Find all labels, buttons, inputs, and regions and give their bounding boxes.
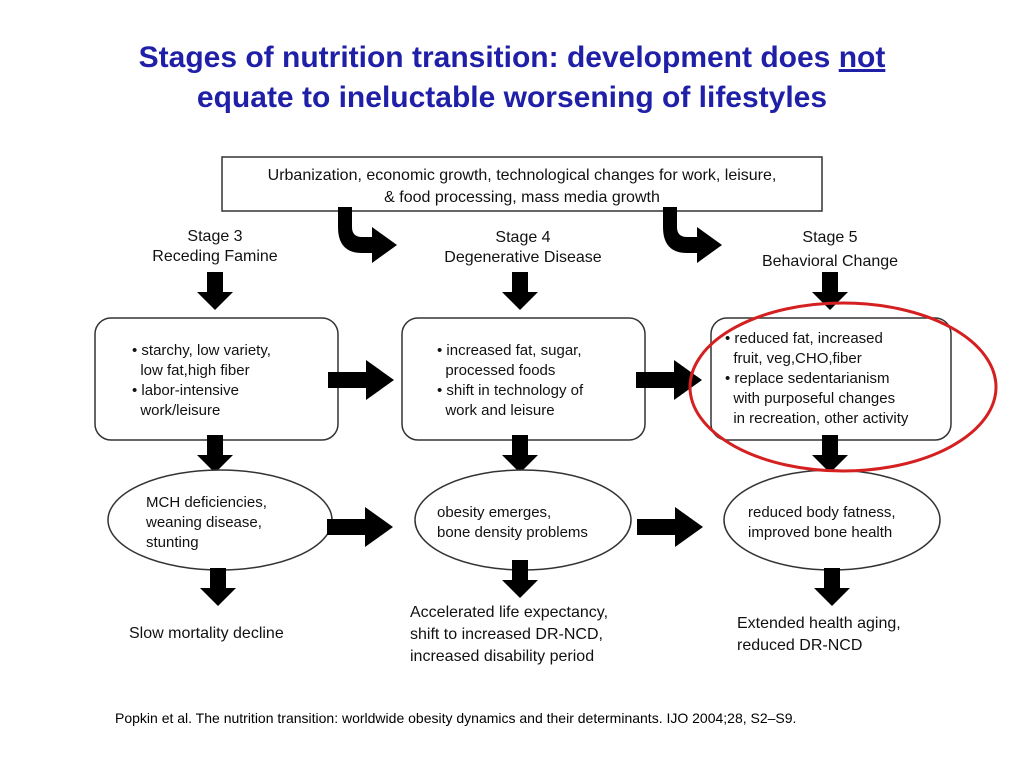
stage-4-ellipse-line: bone density problems	[437, 524, 588, 541]
stage-3-outcome-line: Slow mortality decline	[129, 625, 284, 642]
right-arrow-icon	[637, 507, 703, 547]
stage-3-box-line: • starchy, low variety,	[132, 342, 271, 359]
stage-3-box-line: work/leisure	[132, 402, 221, 419]
stage-4-outcome-line: Accelerated life expectancy,	[410, 604, 609, 621]
stage-3-ellipse-line: MCH deficiencies,	[146, 494, 267, 511]
right-arrow-icon	[636, 360, 702, 400]
curved-arrow-icon	[338, 207, 397, 263]
stage-5-outcome-line: Extended health aging,	[737, 615, 901, 632]
stage-3-ellipse-line: weaning disease,	[146, 514, 262, 531]
stage-3-name: Receding Famine	[152, 248, 278, 265]
title-part-1: Stages of nutrition transition: development does	[138, 41, 839, 74]
stage-4-box-line: • increased fat, sugar,	[437, 342, 582, 359]
stage-5-box-line: • replace sedentarianism	[725, 370, 890, 387]
curved-arrow-icon	[663, 207, 722, 263]
stage-4-box-line: work and leisure	[437, 402, 555, 419]
stage-5-box-line: in recreation, other activity	[725, 410, 909, 427]
stage-4-box	[402, 318, 645, 440]
stage-3-label: Stage 3	[187, 228, 243, 245]
stage-5-ellipse-line: reduced body fatness,	[748, 504, 896, 521]
down-arrow-icon	[814, 568, 850, 606]
stage-5-box-line: • reduced fat, increased	[725, 330, 883, 347]
stage-3-box-line: low fat,high fiber	[132, 362, 250, 379]
stage-4-label: Stage 4	[495, 229, 551, 246]
stage-5-outcome-line: reduced DR-NCD	[737, 637, 863, 654]
title-emphasis: not	[838, 41, 886, 74]
stage-5-name: Behavioral Change	[761, 253, 899, 270]
stage-5-label: Stage 5	[802, 229, 858, 246]
stage-3-ellipse-line: stunting	[146, 534, 199, 551]
stage-4-outcome-line: shift to increased DR-NCD,	[410, 626, 603, 643]
title-line-2: equate to ineluctable worsening of lifestyles	[196, 81, 828, 114]
stage-5-box-line: with purposeful changes	[725, 390, 896, 407]
stage-4-box-line: • shift in technology of	[437, 382, 584, 399]
stage-4-outcome-line: increased disability period	[410, 648, 595, 665]
header-line-2: & food processing, mass media growth	[384, 189, 660, 206]
stage-4-ellipse-line: obesity emerges,	[437, 504, 552, 521]
stage-3-box	[95, 318, 338, 440]
stage-5-ellipse-line: improved bone health	[748, 524, 893, 541]
right-arrow-icon	[327, 507, 393, 547]
down-arrow-icon	[502, 272, 538, 310]
stage-3-box-line: • labor-intensive	[132, 382, 239, 399]
stage-4-box-line: processed foods	[437, 362, 556, 379]
down-arrow-icon	[200, 568, 236, 606]
header-line-1: Urbanization, economic growth, technological changes for work, leisure,	[267, 167, 777, 184]
stage-4-name: Degenerative Disease	[444, 249, 602, 266]
down-arrow-icon	[197, 272, 233, 310]
citation: Popkin et al. The nutrition transition: worldwide obesity dynamics and their determinants. IJO 2004;28, S2–S9.	[115, 710, 797, 726]
stage-5-box-line: fruit, veg,CHO,fiber	[725, 350, 862, 367]
